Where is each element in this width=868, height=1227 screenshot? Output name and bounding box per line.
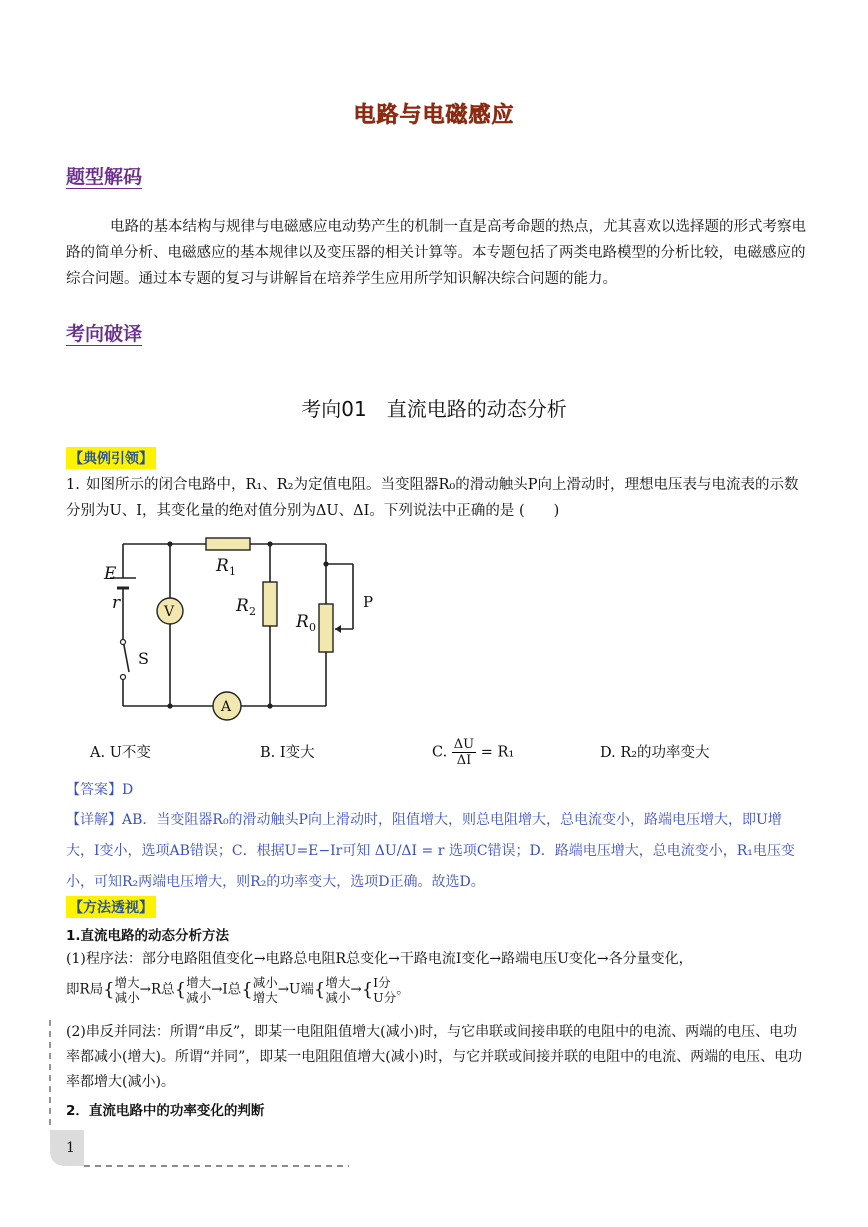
ammeter-label: A bbox=[221, 699, 232, 715]
r2-label: R bbox=[236, 596, 249, 616]
option-a: A. U不变 bbox=[90, 745, 151, 761]
question-1 bbox=[66, 472, 806, 524]
question-text: 如图所示的闭合电路中，R₁、R₂为定值电阻。当变阻器R₀的滑动触头P向上滑动时，理想电压表与电流表的示数分别为U、I，其变化量的绝对值分别为ΔU、ΔI。下列说法中正确的是 ( ) bbox=[66, 477, 799, 519]
r0-sub: 0 bbox=[309, 621, 316, 634]
chain-brace-1: 增大 减小 bbox=[114, 975, 140, 1005]
option-c-fraction bbox=[452, 737, 476, 768]
method-heading-1: 1.直流电路的动态分析方法 bbox=[66, 928, 230, 944]
slider-p-label: P bbox=[363, 593, 374, 611]
option-c bbox=[432, 737, 514, 768]
r0-label: R bbox=[296, 612, 309, 632]
document-title: 电路与电磁感应 bbox=[353, 103, 515, 128]
intro-paragraph: 电路的基本结构与规律与电磁感应电动势产生的机制一直是高考命题的热点，尤其喜欢以选择题的形式考察电路的简单分析、电磁感应的基本规律以及变压器的相关计算等。本专题包括了两类电路模型的分析比较，电磁感应的综合问题。通过本专题的复习与讲解旨在培养学生应用所学知识解决综合问题的能力。 bbox=[66, 219, 806, 287]
voltmeter-label: V bbox=[164, 604, 175, 620]
chain-brace-4: 增大 减小 bbox=[325, 975, 351, 1005]
method-series-parallel-text: (2)串反并同法：所谓“串反”，即某一电阻阻值增大(减小)时，与它串联或间接串联的电阻中的电流、两端的电压、电功率都减小(增大)。所谓“并同”，即某一电阻阻值增大(减小)时，与它并联或间接并联的电阻中的电流、两端的电压、电功率都增大(减小)。 bbox=[66, 1024, 803, 1090]
emf-label: E bbox=[104, 564, 117, 584]
section-heading-decode: 题型解码 bbox=[66, 166, 143, 188]
method-chain: 即R局{增大 减小→R总{增大 减小→I总{减小 增大→U端{增大 减小→{I分 U分。 bbox=[66, 975, 410, 1005]
chain-step-2: →I总 bbox=[211, 981, 242, 998]
resistor-r2 bbox=[263, 582, 277, 626]
option-c-numerator: ΔU bbox=[453, 737, 475, 752]
method-tag: 【方法透视】 bbox=[66, 896, 156, 918]
explanation: 【详解】AB．当变阻器R₀的滑动触头P向上滑动时，阻值增大，则总电阻增大，总电流变小，路端电压增大，即U增大，I变小，选项AB错误；C．根据U=E−Ir可知 ΔU/ΔI = r 选项C错误；D．路端电压增大，总电流变小，R₁电压变小，可知R₂两端电压增大，则R₂的功率变大，选项D正确。故选D。 bbox=[66, 812, 795, 890]
option-c-denominator: ΔI bbox=[456, 753, 472, 768]
resistor-r1 bbox=[206, 538, 250, 550]
chain-prefix: 即R局 bbox=[66, 981, 104, 998]
internal-resistance-label: r bbox=[112, 593, 121, 613]
r2-sub: 2 bbox=[249, 605, 256, 618]
topic-title: 考向01 直流电路的动态分析 bbox=[301, 397, 567, 421]
option-c-prefix: C. bbox=[432, 744, 448, 761]
chain-brace-5: I分 U分 bbox=[373, 975, 397, 1005]
chain-step-4: → bbox=[350, 981, 362, 998]
chain-brace-3: 减小 增大 bbox=[252, 975, 278, 1005]
switch-label: S bbox=[138, 649, 149, 668]
r1-sub: 1 bbox=[229, 565, 236, 578]
option-c-suffix: = R₁ bbox=[480, 744, 515, 761]
circuit-diagram bbox=[90, 532, 390, 728]
option-b: B. I变大 bbox=[260, 745, 315, 761]
answer: 【答案】D bbox=[66, 782, 134, 798]
slider-arrow bbox=[335, 625, 341, 633]
method-heading-2: 2．直流电路中的功率变化的判断 bbox=[66, 1103, 265, 1119]
chain-brace-2: 增大 减小 bbox=[186, 975, 212, 1005]
rheostat-r0 bbox=[319, 604, 333, 652]
page-corner-decoration bbox=[44, 1020, 354, 1175]
chain-step-3: →U端 bbox=[277, 981, 314, 998]
section-heading-direction: 考向破译 bbox=[66, 323, 143, 345]
chain-step-1: →R总 bbox=[139, 981, 175, 998]
question-number: 1. bbox=[66, 477, 80, 493]
method-procedure-text: (1)程序法：部分电路阻值变化→电路总电阻R总变化→干路电流I变化→路端电压U变化→各分量变化， bbox=[66, 951, 693, 967]
chain-end: 。 bbox=[396, 981, 410, 998]
example-tag: 【典例引领】 bbox=[66, 447, 156, 469]
option-d: D. R₂的功率变大 bbox=[600, 745, 710, 761]
page-number: 1 bbox=[66, 1140, 75, 1156]
r1-label: R bbox=[216, 556, 229, 576]
